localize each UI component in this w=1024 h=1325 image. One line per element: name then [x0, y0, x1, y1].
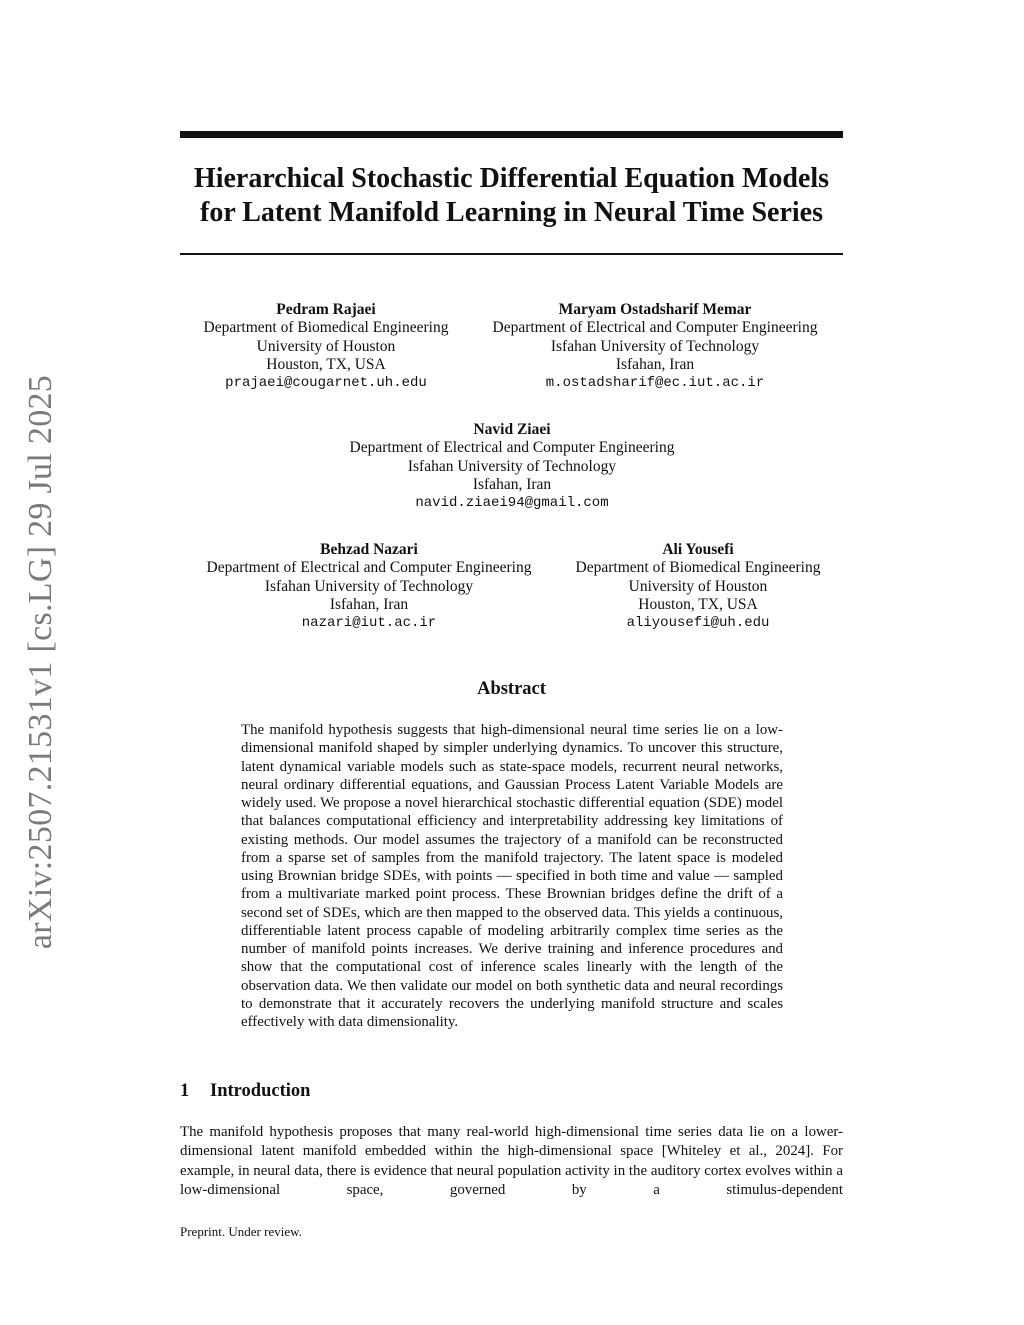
- author-department: Department of Electrical and Computer Engineering: [492, 319, 818, 337]
- author-institution: Isfahan University of Technology: [550, 337, 760, 355]
- section-number: 1: [180, 1081, 190, 1101]
- author-email: prajaei@cougarnet.uh.edu: [225, 375, 427, 392]
- preprint-footnote: Preprint. Under review.: [180, 1224, 302, 1239]
- author-email: nazari@iut.ac.ir: [301, 615, 437, 632]
- author-institution: Isfahan University of Technology: [407, 457, 617, 475]
- author-department: Department of Electrical and Computer Engineering: [206, 559, 532, 577]
- arxiv-stamp: [18, 374, 64, 950]
- title-rule-top: [180, 131, 843, 138]
- author-block: [190, 541, 548, 632]
- author-email: m.ostadsharif@ec.iut.ac.ir: [545, 375, 765, 392]
- author-block: [312, 421, 712, 512]
- author-location: Houston, TX, USA: [266, 355, 386, 373]
- author-institution: University of Houston: [628, 577, 768, 595]
- author-location: Isfahan, Iran: [329, 595, 409, 613]
- abstract-text: The manifold hypothesis suggests that high-dimensional neural time series lie on a low-dimensional manifold shaped by simpler underlying dynamics. To uncover this structure, latent dynamical variable models such as state-space models, recurrent neural networks, neural ordinary differential equations, and Gaussian Process Latent Variable Models are widely used. We propose a novel hierarchical stochastic differential equation (SDE) model that balances computational efficiency and interpretability addressing key limitations of existing methods. Our model assumes the trajectory of a manifold can be reconstructed from a sparse set of samples from the manifold trajectory. The latent space is modeled using Brownian bridge SDEs, with points — specified in both time and value — sampled from a multivariate marked point process. These Brownian bridges define the drift of a second set of SDEs, which are then mapped to the observed data. This yields a continuous, differentiable latent process capable of modeling arbitrarily complex time series as the number of manifold points increases. We derive training and inference procedures and show that the computational cost of inference scales linearly with the length of the observation data. We then validate our model on both synthetic data and neural recordings to demonstrate that it accurately recovers the underlying manifold structure and scales effectively with data dimensionality.: [241, 722, 783, 1030]
- author-department: Department of Electrical and Computer Engineering: [349, 439, 675, 457]
- author-name: Ali Yousefi: [662, 541, 734, 558]
- author-block: [190, 301, 462, 392]
- author-location: Houston, TX, USA: [638, 595, 758, 613]
- section-title-text: Introduction: [210, 1081, 311, 1101]
- author-name: Navid Ziaei: [473, 421, 551, 438]
- title-rule-bottom: [180, 253, 843, 255]
- abstract-heading: Abstract: [477, 679, 546, 699]
- author-name: Pedram Rajaei: [276, 301, 376, 318]
- author-block: [476, 301, 834, 392]
- title-line-2: for Latent Manifold Learning in Neural Time Series: [200, 197, 823, 228]
- author-department: Department of Biomedical Engineering: [575, 559, 821, 577]
- author-name: Maryam Ostadsharif Memar: [558, 301, 752, 318]
- author-email: navid.ziaei94@gmail.com: [415, 495, 609, 512]
- author-department: Department of Biomedical Engineering: [203, 319, 449, 337]
- author-location: Isfahan, Iran: [615, 355, 695, 373]
- author-block: [562, 541, 834, 632]
- paper-title: [180, 162, 843, 230]
- arxiv-stamp-text: arXiv:2507.21531v1 [cs.LG] 29 Jul 2025: [22, 374, 60, 950]
- section-heading: [180, 1081, 310, 1102]
- author-institution: University of Houston: [256, 337, 396, 355]
- author-institution: Isfahan University of Technology: [264, 577, 474, 595]
- author-name: Behzad Nazari: [320, 541, 418, 558]
- title-line-1: Hierarchical Stochastic Differential Equation Models: [193, 163, 830, 194]
- author-email: aliyousefi@uh.edu: [626, 615, 770, 632]
- introduction-text: The manifold hypothesis proposes that many real-world high-dimensional time series data lie on a lower-dimensional latent manifold embedded within the high-dimensional space [Whiteley et al., 2024]. For example, in neural data, there is evidence that neural population activity in the auditory cortex evolves within a low-dimensional space, governed by a stimulus-dependent: [180, 1124, 843, 1199]
- author-location: Isfahan, Iran: [472, 475, 552, 493]
